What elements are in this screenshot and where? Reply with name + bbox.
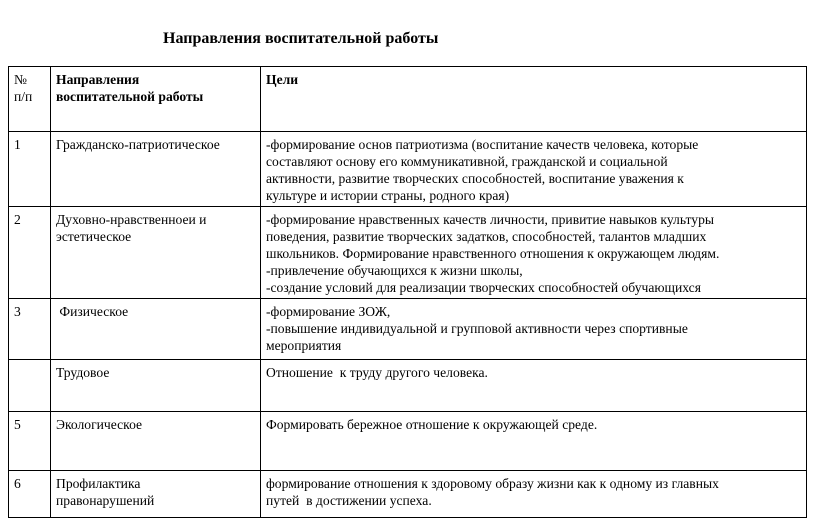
header-goals-line: Цели — [266, 72, 299, 87]
table-row — [9, 132, 807, 207]
table-row — [9, 412, 807, 471]
row-direction — [51, 360, 261, 412]
direction-line: Гражданско-патриотическое — [56, 137, 220, 152]
header-number-line: № — [14, 72, 27, 87]
direction-line: Духовно-нравственноеи и — [56, 212, 207, 227]
direction-line: Профилактика — [56, 476, 141, 491]
direction-line: правонарушений — [56, 493, 155, 508]
row-number: 6 — [9, 471, 51, 518]
goal-line: мероприятия — [266, 338, 342, 353]
document-title: Направления воспитательной работы — [163, 30, 439, 47]
direction-line: Экологическое — [56, 417, 143, 432]
row-goals — [261, 207, 807, 299]
row-number — [9, 360, 51, 412]
goal-line: культуре и истории страны, родного края) — [266, 188, 510, 203]
goal-line: -формирование нравственных качеств личности, привитие навыков культуры — [266, 212, 714, 227]
row-number: 5 — [9, 412, 51, 471]
goal-line: путей в достижении успеха. — [266, 493, 432, 508]
row-direction — [51, 471, 261, 518]
direction-line: Физическое — [56, 304, 129, 319]
goal-line: Отношение к труду другого человека. — [266, 365, 488, 380]
row-number: 2 — [9, 207, 51, 299]
directions-table — [8, 66, 807, 518]
row-direction — [51, 412, 261, 471]
goal-line: -повышение индивидуальной и групповой активности через спортивные — [266, 321, 688, 336]
table-row — [9, 471, 807, 518]
row-direction — [51, 207, 261, 299]
header-number — [9, 67, 51, 132]
table-row — [9, 360, 807, 412]
row-direction — [51, 299, 261, 360]
goal-line: школьников. Формирование нравственного отношения к окружающем людям. — [266, 246, 720, 261]
direction-line: Трудовое — [56, 365, 110, 380]
goal-line: формирование отношения к здоровому образу жизни как к одному из главных — [266, 476, 719, 491]
goal-line: -создание условий для реализации творческих способностей обучающихся — [266, 280, 701, 295]
header-direction — [51, 67, 261, 132]
goal-line: -формирование основ патриотизма (воспитание качеств человека, которые — [266, 137, 699, 152]
header-direction-line: воспитательной работы — [56, 89, 204, 104]
row-number: 1 — [9, 132, 51, 207]
row-number: 3 — [9, 299, 51, 360]
header-number-line: п/п — [14, 89, 33, 104]
row-goals — [261, 412, 807, 471]
row-goals — [261, 471, 807, 518]
goal-line: Формировать бережное отношение к окружающей среде. — [266, 417, 598, 432]
goal-line: активности, развитие творческих способностей, воспитание уважения к — [266, 171, 684, 186]
direction-line: эстетическое — [56, 229, 132, 244]
table-header-row — [9, 67, 807, 132]
row-goals — [261, 360, 807, 412]
header-direction-line: Направления — [56, 72, 140, 87]
header-goals — [261, 67, 807, 132]
row-direction — [51, 132, 261, 207]
goal-line: поведения, развитие творческих задатков, способностей, талантов младших — [266, 229, 707, 244]
goal-line: -привлечение обучающихся к жизни школы, — [266, 263, 523, 278]
row-goals — [261, 299, 807, 360]
goal-line: составляют основу его коммуникативной, гражданской и социальной — [266, 154, 668, 169]
row-goals — [261, 132, 807, 207]
goal-line: -формирование ЗОЖ, — [266, 304, 391, 319]
table-row — [9, 299, 807, 360]
table-row — [9, 207, 807, 299]
